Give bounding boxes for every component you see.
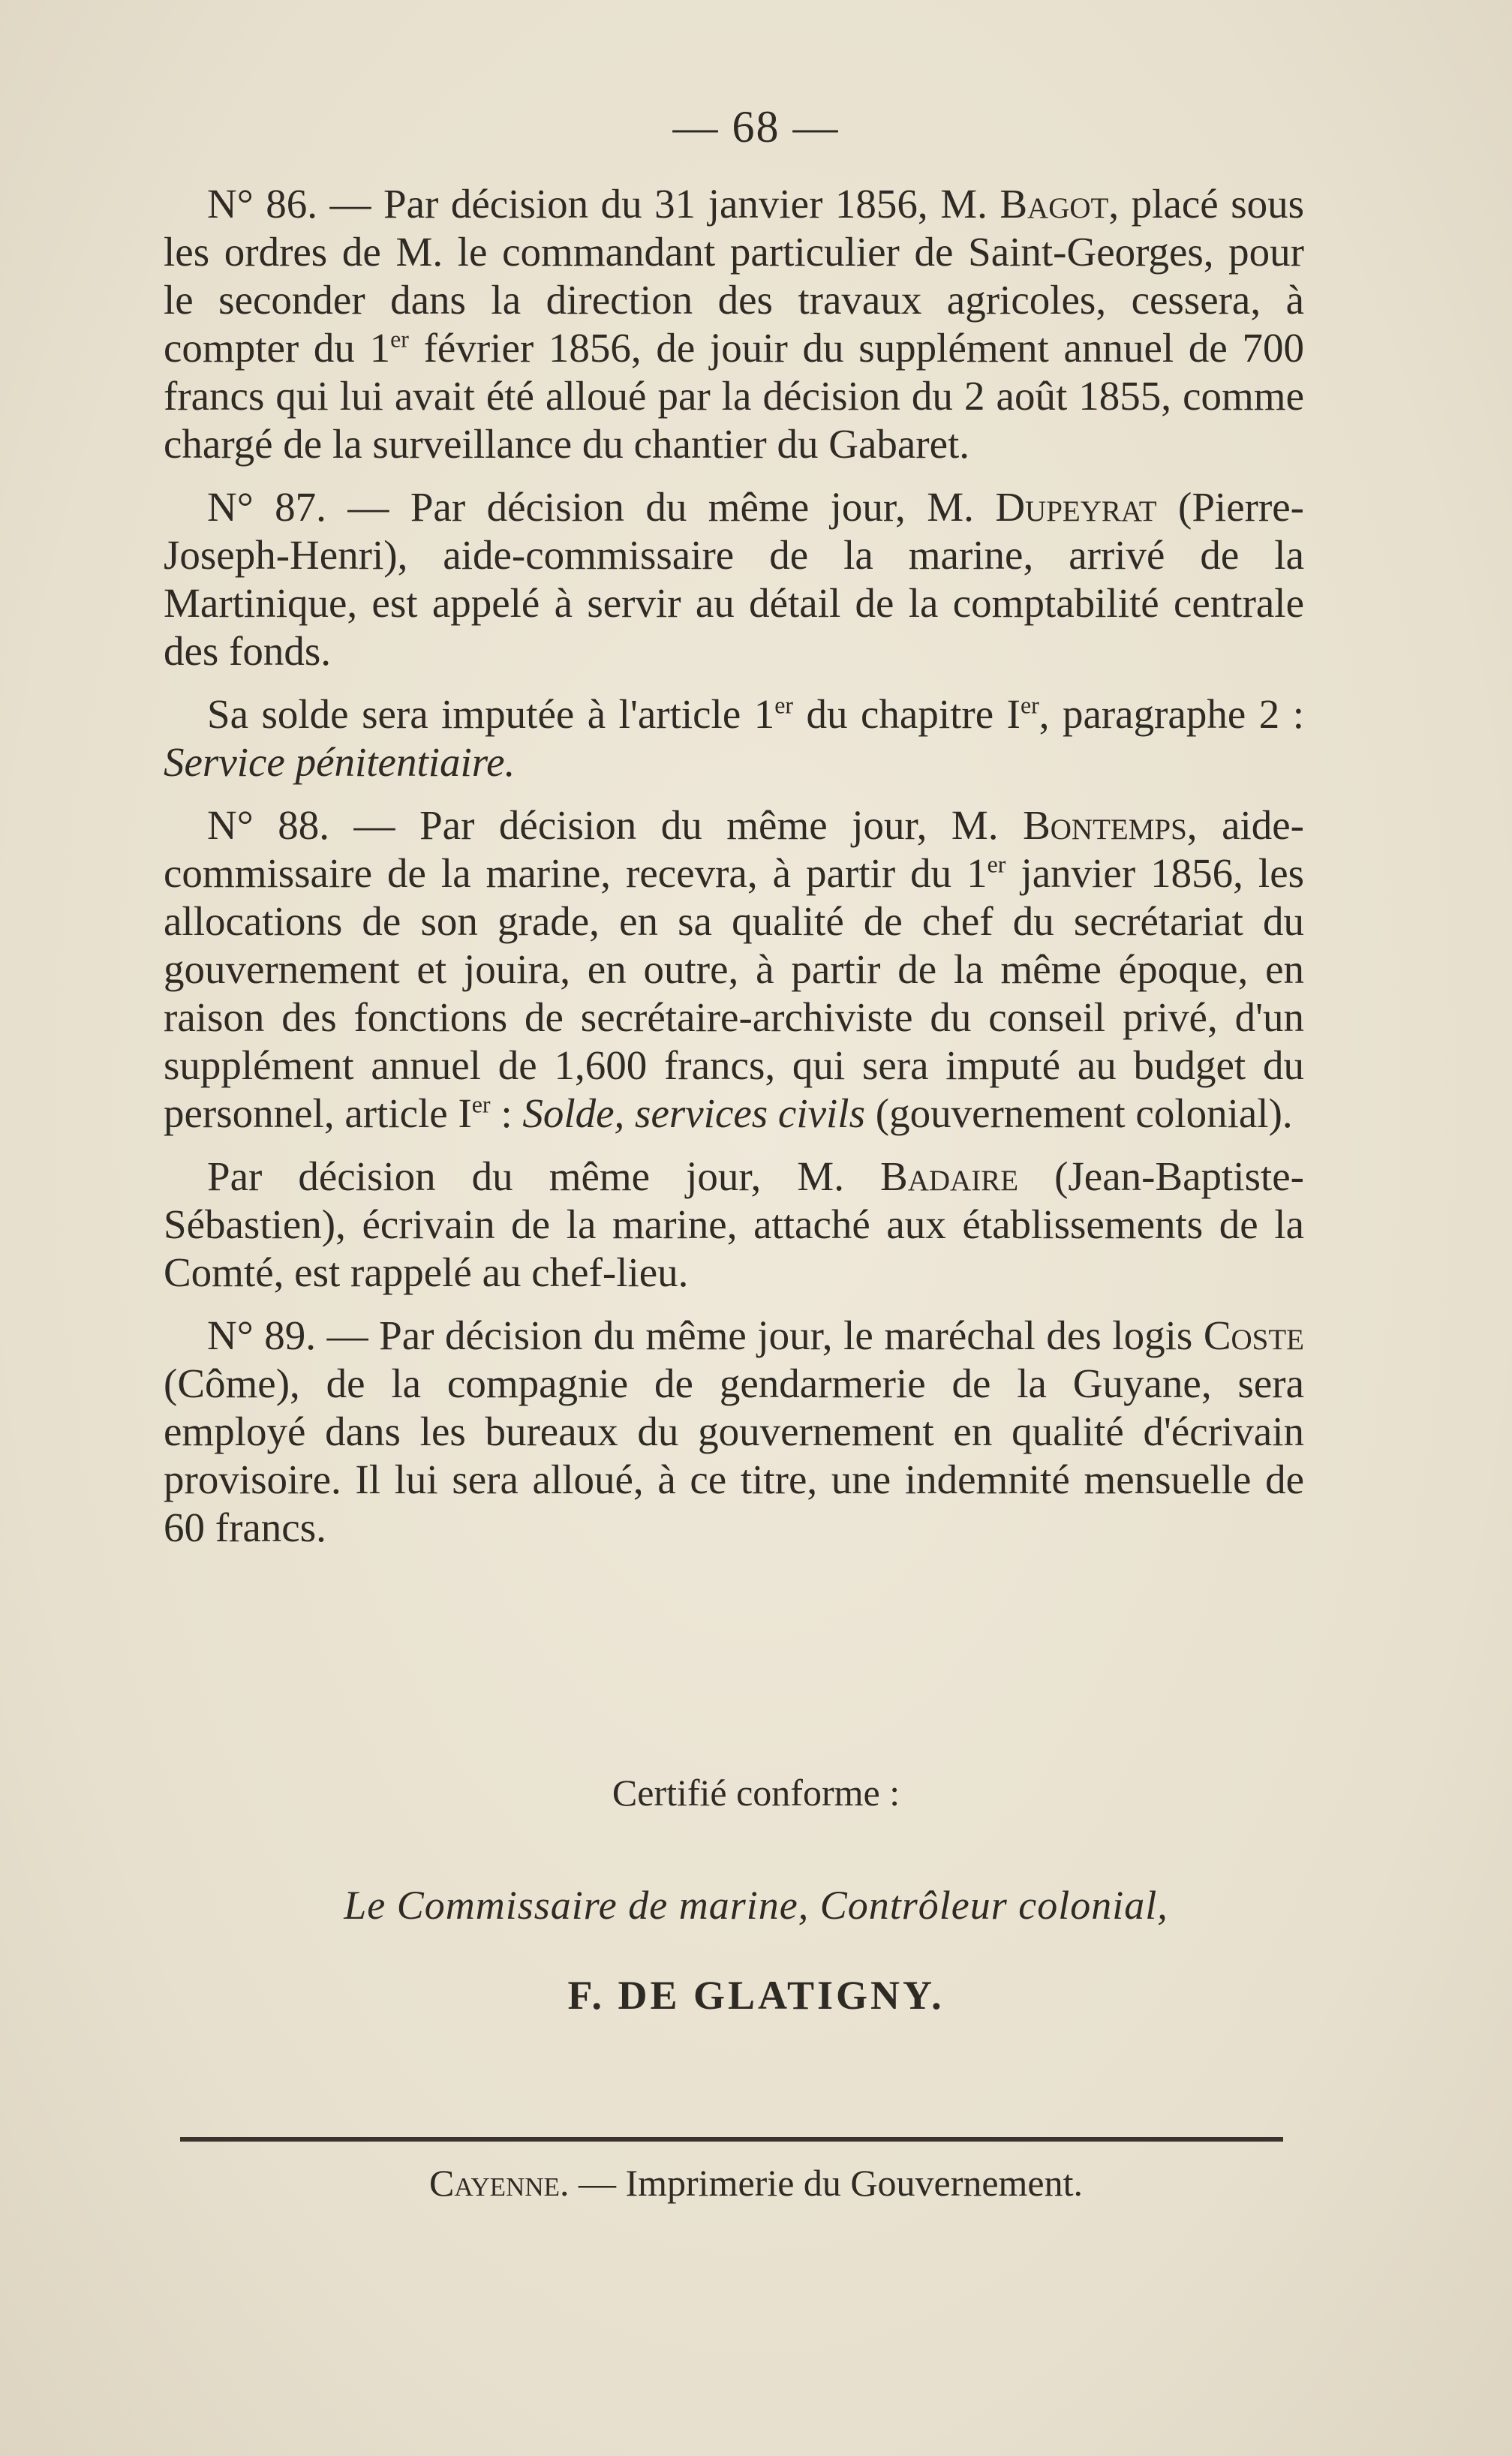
person-name: Badaire [880,1153,1019,1199]
entry-89: N° 89. — Par décision du même jour, le maréchal des logis Coste (Côme), de la compagnie de gendarmerie de la Guyane, sera employé dans les bureaux du gouvernement en qualité d'écrivain provisoire. Il lui sera alloué, à ce titre, une indemnité mensuelle de 60 francs. [164,1312,1304,1550]
entry-87-note: Sa solde sera imputée à l'article 1er du chapitre Ier, paragraphe 2 : Service pénitentiaire. [164,691,1304,785]
entry-87: N° 87. — Par décision du même jour, M. Dupeyrat (Pierre-Joseph-Henri), aide-commissaire de la marine, arrivé de la Martinique, est appelé à servir au détail de la comptabilité centrale des fonds. [164,484,1304,674]
imprint-text: — Imprimerie du Gouvernement. [569,2162,1084,2204]
signer-title: Le Commissaire de marine, Contrôleur colonial, [344,1883,1168,1928]
entry-88-addendum: Par décision du même jour, M. Badaire (Jean-Baptiste-Sébastien), écrivain de la marine, attaché aux établissements de la Comté, est rappelé au chef-lieu. [164,1153,1304,1295]
signer-name: F. DE GLATIGNY. [567,1973,945,2018]
person-name: Bagot [999,181,1109,227]
document-body [164,180,1304,1567]
person-name: Coste [1203,1312,1304,1358]
page-number: — 68 — [672,102,840,152]
person-name: Dupeyrat [995,484,1157,530]
divider-rule [180,2137,1283,2142]
imprint-city: Cayenne. [428,2162,570,2204]
entry-88: N° 88. — Par décision du même jour, M. Bontemps, aide-commissaire de la marine, recevra, à partir du 1er janvier 1856, les allocations de son grade, en sa qualité de chef du secrétariat du gouvernement et jouira, en outre, à partir de la même époque, en raison des fonctions de secrétaire-archiviste du conseil privé, d'un supplément annuel de 1,600 francs, qui sera imputé au budget du personnel, article Ier : Solde, services civils (gouvernement colonial). [164,802,1305,1136]
entry-86: N° 86. — Par décision du 31 janvier 1856, M. Bagot, placé sous les ordres de M. le commandant particulier de Saint-Georges, pour le seconder dans la direction des travaux agricoles, cessera, à compter du 1er février 1856, de jouir du supplément annuel de 700 francs qui lui avait été alloué par la décision du 2 août 1855, comme chargé de la surveillance du chantier du Gabaret. [164,181,1305,467]
person-name: Bontemps [1023,802,1187,848]
imprint-line [0,2161,1512,2205]
certification-line: Certifié conforme : [612,1772,900,1814]
